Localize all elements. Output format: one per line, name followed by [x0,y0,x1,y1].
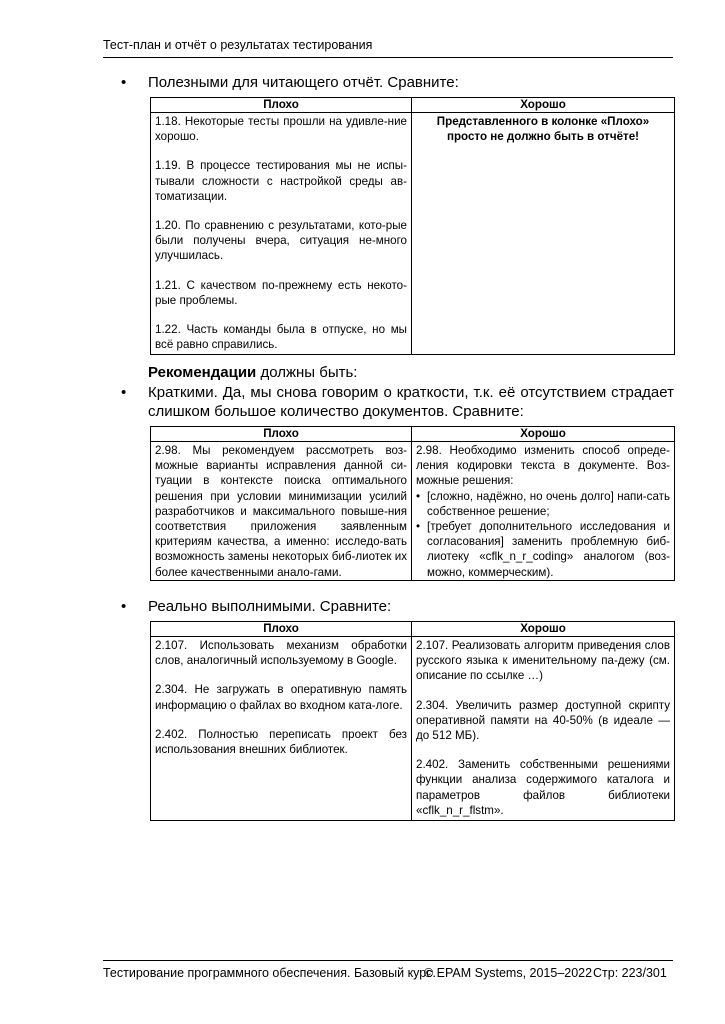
header-divider [103,57,673,58]
column-header-good: Хорошо [412,98,675,113]
column-header-good: Хорошо [412,427,675,442]
list-bullet: • [416,489,421,503]
comparison-table-concise [150,426,675,581]
good-example: 2.304. Увеличить размер доступной скрипту оперативной памяти на 40-50% (в идеале — до 512 МБ). [416,698,670,743]
good-example: 2.402. Заменить собственными решениями функции анализа содержимого каталога и параметров файлов библиотеки «cflk_n_r_flstm». [416,758,670,817]
list-item [416,489,670,519]
bad-example: 1.19. В процессе тестирования мы не испы-тывали сложности с настройкой среды ав-томатизации. [155,159,407,203]
bullet-feasible: Реально выполнимыми. Сравните: [148,598,392,615]
recommendations-rest: должны быть: [256,364,358,381]
list-item [416,519,670,580]
bad-example: 2.304. Не загружать в оперативную память информацию о файлах во входном ката-логе. [155,683,407,712]
comparison-table-useful [150,97,675,355]
bad-examples-cell [151,113,412,355]
bullet-useful: Полезными для читающего отчёт. Сравните: [148,74,459,91]
list-item-text: [требует дополнительного исследования и согласования] заменить проблемную биб-лиотеку «cflk_n_r_coding» аналогом (воз-можно, коммерческим). [427,520,670,579]
column-header-bad: Плохо [151,98,412,113]
bullet-glyph: • [121,384,127,401]
column-header-bad: Плохо [151,622,412,637]
bad-examples-cell [151,442,412,581]
good-note: Представленного в колонке «Плохо» просто не должно быть в отчёте! [436,115,650,144]
recommendations-bold: Рекомендации [148,364,257,381]
good-examples-cell [412,637,675,821]
footer-divider [103,960,673,961]
bad-example: 1.18. Некоторые тесты прошли на удивле-ние хорошо. [155,115,407,144]
list-item-text: [сложно, надёжно, но очень долго] напи-сать собственное решение; [427,489,670,518]
bad-example: 1.21. С качеством по-прежнему есть некото-рые проблемы. [155,278,407,307]
good-examples-cell [412,113,675,355]
list-bullet: • [416,520,421,534]
bullet-glyph: • [121,74,127,91]
footer-page-number: Стр: 223/301 [593,966,667,980]
good-examples-cell [412,442,675,581]
bad-example: 2.107. Использовать механизм обработки слов, аналогичный используемому в Google. [155,639,407,668]
comparison-table-feasible [150,621,675,821]
good-intro: 2.98. Необходимо изменить способ опреде-ления кодировки текста в документе. Воз-можные решения: [416,444,670,488]
recommendations-heading [148,363,674,382]
bad-example: 1.22. Часть команды была в отпуске, но мы всё равно справились. [155,323,407,352]
bad-example: 1.20. По сравнению с результатами, кото-рые были получены вчера, ситуация не-много улучшилась. [155,219,407,263]
footer-copyright: © EPAM Systems, 2015–2022 [424,966,593,980]
bad-example: 2.98. Мы рекомендуем рассмотреть воз-можные варианты исправления данной си-туации в контексте поиска оптимального решения при условии минимизации усилий разработчиков и максимального повыше-ния соответствия приложения заявленным критериям качества, а именно: исследо-вать возможность замены некоторых биб-лиотек их более качественными анало-гами. [155,444,407,579]
column-header-good: Хорошо [412,622,675,637]
good-example: 2.107. Реализовать алгоритм приведения слов русского языка к именительному па-дежу (см. описание по ссылке …) [416,639,670,683]
bullet-concise: Краткими. Да, мы снова говорим о краткости, т.к. её отсутствием страдает слишком большое количество документов. Сравните: [148,384,674,420]
bad-examples-cell [151,637,412,821]
running-header: Тест-план и отчёт о результатах тестирования [103,38,373,52]
column-header-bad: Плохо [151,427,412,442]
solutions-list [416,489,670,580]
bad-example: 2.402. Полностью переписать проект без использования внешних библиотек. [155,727,407,757]
bullet-glyph: • [121,598,127,615]
footer-course: Тестирование программного обеспечения. Базовый курс. [103,966,436,980]
